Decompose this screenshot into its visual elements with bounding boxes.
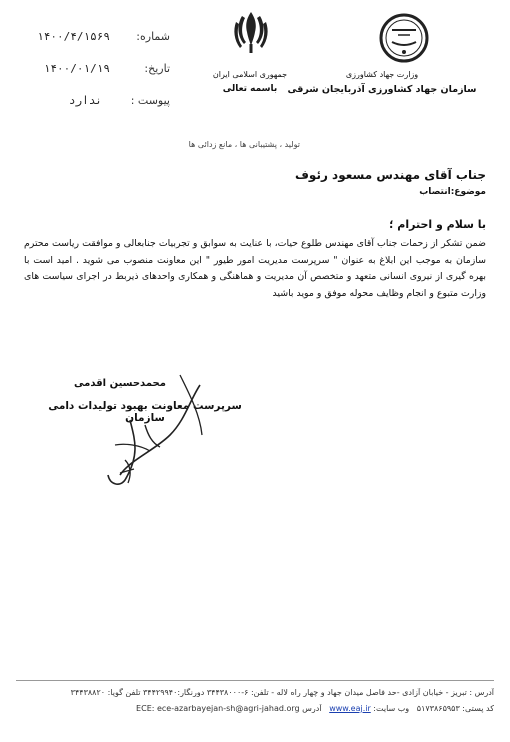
number-label: شماره: xyxy=(136,30,170,43)
jahad-logo-icon xyxy=(378,12,430,64)
greeting: با سلام و احترام ؛ xyxy=(389,218,486,231)
organization-text: سازمان جهاد کشاورزی آذربایجان شرقی xyxy=(287,84,477,95)
letter-body: ضمن تشکر از زحمات جناب آقای مهندس طلوع حیات، با عنایت به سوابق و تجربیات جنابعالی و موافقت ریاست محترم سازمان به موجب این ابلاغ به عنوان " سرپرست مدیریت امور طیور " این معاونت منصوب می شوید . امید است با بهره گیری از نیروی انسانی متعهد و متخصص آن مدیریت و هماهنگی و همکاری واحدهای ذیربط در اجرای سیاست های وزارت متبوع و انجام وظایف محوله موفق و موید باشید xyxy=(24,238,486,299)
date-value: ۱۴۰۰/۰۱/۱۹ xyxy=(43,62,110,75)
basmala-text: باسمه تعالی xyxy=(222,84,278,94)
date-label: تاریخ: xyxy=(144,62,170,75)
attachment-row xyxy=(30,94,170,112)
website-link[interactable]: www.eaj.ir xyxy=(329,704,371,713)
motto: تولید ، پشتیبانی ها ، مانع زدائی ها xyxy=(188,140,300,149)
footer-contacts xyxy=(16,704,494,713)
handwritten-signature-icon xyxy=(90,365,220,500)
footer-address: آدرس : تبریز - خیابان آزادی -حد فاصل میدان جهاد و چهار راه لاله - تلفن: ۶-۳۴۴۳۸۰۰۰ دورنگار:۳۴۴۲۹۹۴۰ تلفن گویا: ۳۴۴۳۸۸۲۰ xyxy=(70,688,494,697)
recipient: جناب آقای مهندس مسعود رئوف xyxy=(294,168,486,182)
ece-address[interactable]: ece-azarbayejan-sh@agri-jahad.org xyxy=(156,704,300,713)
attachment-value: ندارد xyxy=(68,94,102,107)
footer-divider xyxy=(16,680,494,681)
number-row xyxy=(30,30,170,48)
number-value: ۱۴۰۰/۴/۱۵۶۹ xyxy=(37,30,110,43)
attachment-label: پیوست : xyxy=(130,94,170,107)
subject: موضوع:انتصاب xyxy=(419,187,486,197)
website-label: وب سایت: xyxy=(373,704,410,713)
postal-code: کد پستی: ۵۱۷۳۸۶۵۹۵۳ xyxy=(416,704,494,713)
signer-title: سرپرست معاونت بهبود تولیدات دامی سازمان xyxy=(48,400,242,424)
ece-label: آدرس ECE: xyxy=(136,704,322,713)
iran-emblem-icon xyxy=(232,8,270,54)
ministry-text: وزارت جهاد کشاورزی xyxy=(345,70,419,79)
republic-text: جمهوری اسلامی ایران xyxy=(212,70,288,79)
date-row xyxy=(30,62,170,80)
signer-name: محمدحسین اقدمی xyxy=(74,378,166,389)
